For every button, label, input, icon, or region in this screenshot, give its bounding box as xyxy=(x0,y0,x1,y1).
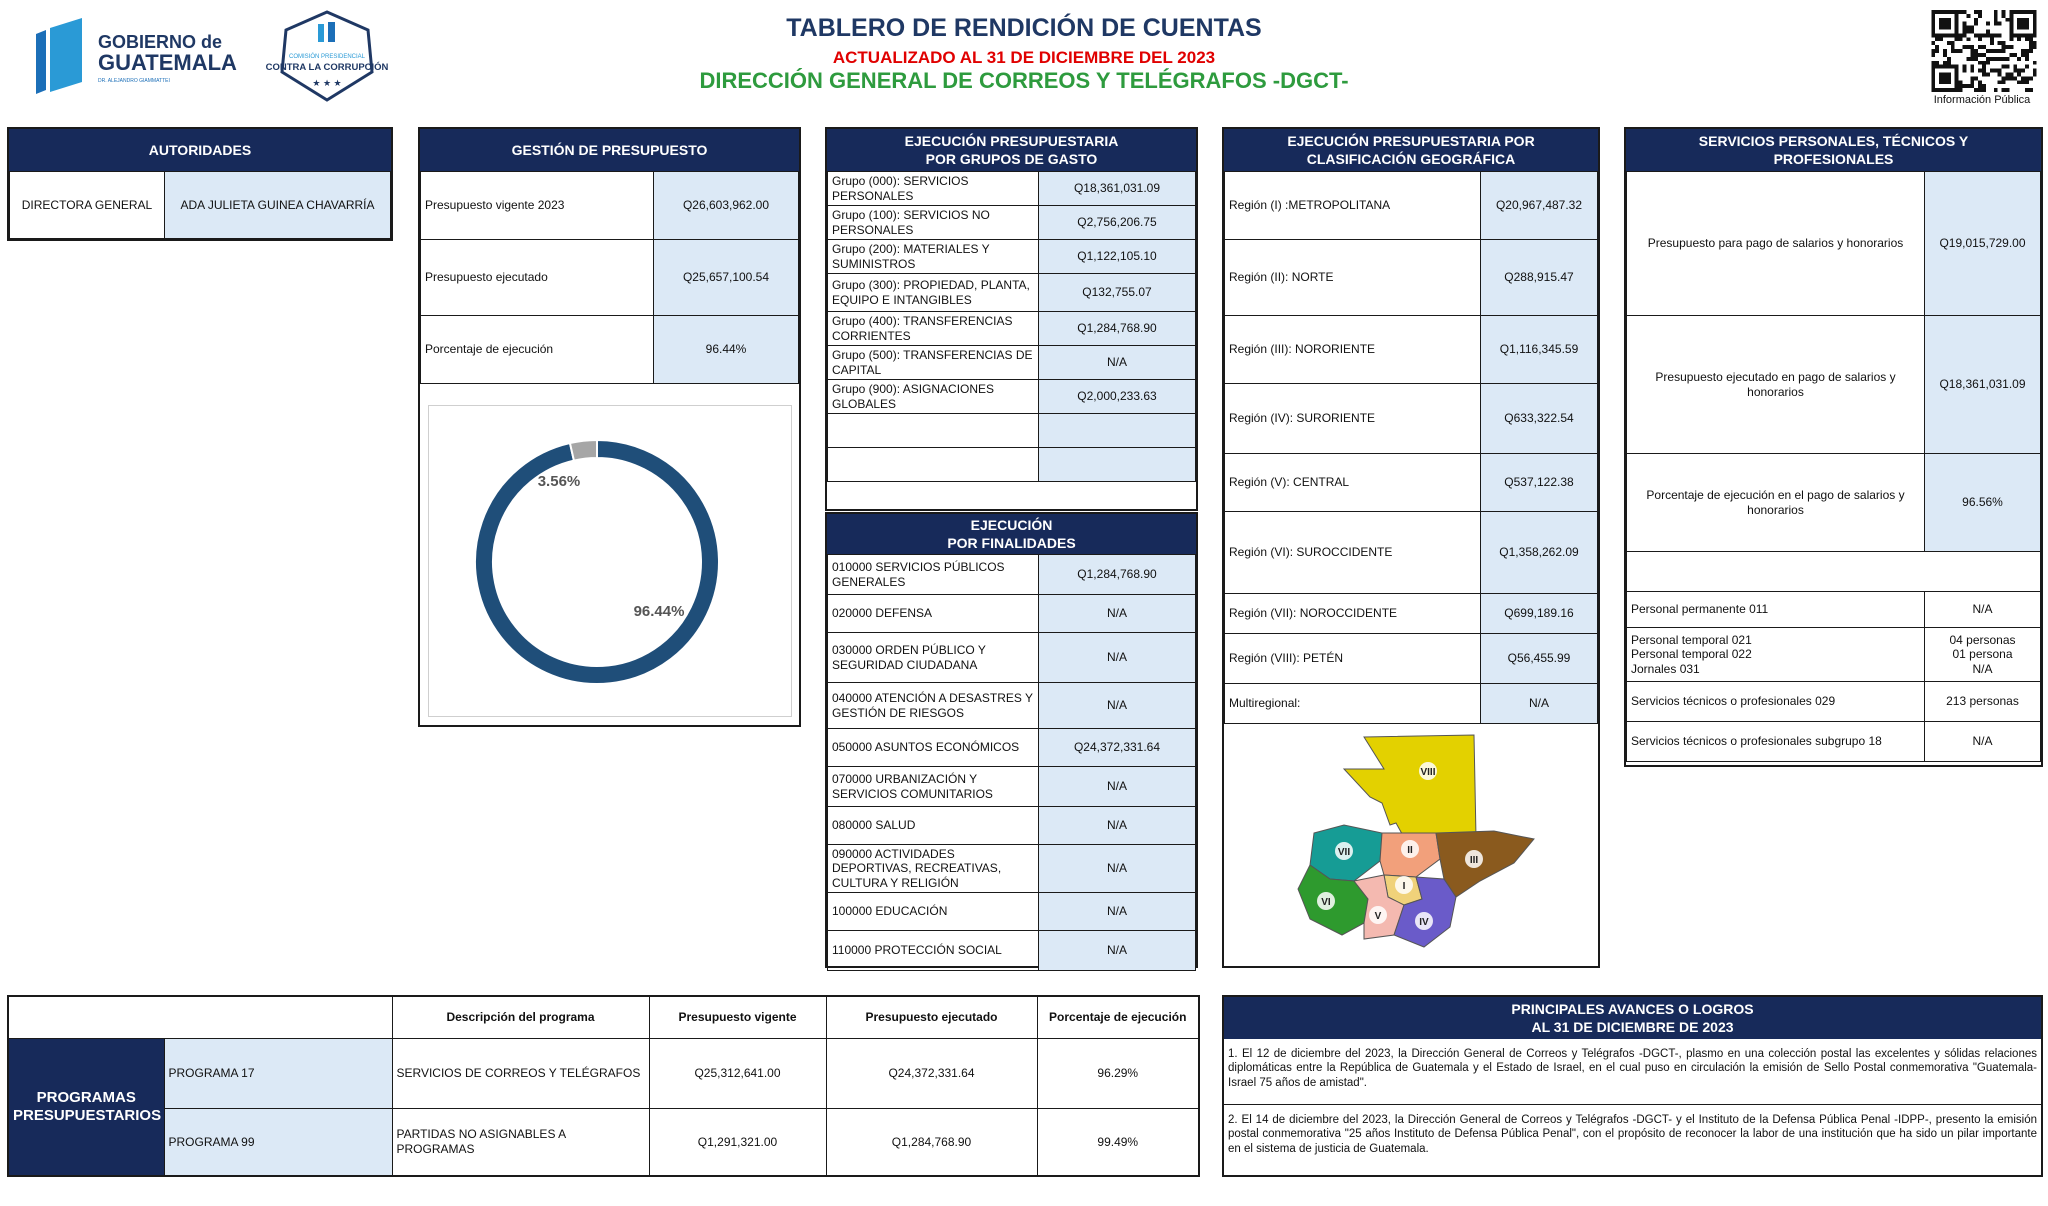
row-value: N/A xyxy=(1039,633,1196,683)
row-value: Q18,361,031.09 xyxy=(1039,172,1196,206)
servicios-header-line1: SERVICIOS PERSONALES, TÉCNICOS Y xyxy=(1698,132,1969,149)
presupuesto-label: Presupuesto ejecutado xyxy=(421,240,654,316)
temporal-value-021: 04 personas xyxy=(1949,632,2016,647)
row-label: Grupo (400): TRANSFERENCIAS CORRIENTES xyxy=(828,312,1039,346)
table-row xyxy=(828,633,1196,683)
autoridad-name: ADA JULIETA GUINEA CHAVARRÍA xyxy=(165,172,391,239)
row-label: Multiregional: xyxy=(1225,684,1481,724)
finalidades-header-line2: POR FINALIDADES xyxy=(947,535,1076,551)
logo-gob-line2: GUATEMALA xyxy=(98,50,237,75)
row-label: 050000 ASUNTOS ECONÓMICOS xyxy=(828,729,1039,767)
map-region-peten xyxy=(1344,735,1476,841)
grupos-gasto-panel xyxy=(825,127,1198,511)
logro-item: 2. El 14 de diciembre del 2023, la Dirección General de Correos y Telégrafos -DGCT- y el Instituto de la Defensa Pública Penal -IDPP-, presento la emisión postal conmemorativa "25 años Instituto de Defensa Pública Penal", con el propósito de reconocer la labor de una institución que ha sido un pilar importante en el sistema de justicia de Guatemala. xyxy=(1228,1114,2037,1155)
programa-pct: 99.49% xyxy=(1037,1108,1199,1176)
row-label: 040000 ATENCIÓN A DESASTRES Y GESTIÓN DE RIESGOS xyxy=(828,683,1039,729)
row-value: N/A xyxy=(1039,845,1196,893)
personal-permanente-value: N/A xyxy=(1925,592,2041,628)
donut-slice-1 xyxy=(570,440,597,461)
finalidades-header xyxy=(827,514,1196,554)
autoridades-header: AUTORIDADES xyxy=(9,129,391,171)
column-header-descripcion: Descripción del programa xyxy=(392,996,649,1038)
servicios-header xyxy=(1626,129,2041,171)
row-label: Región (V): CENTRAL xyxy=(1225,454,1481,512)
table-row xyxy=(828,555,1196,595)
map-region-label: VIII xyxy=(1420,767,1436,778)
qr-label: Información Pública xyxy=(1933,94,2031,106)
row-value: Q20,967,487.32 xyxy=(1481,172,1598,240)
row-label: 030000 ORDEN PÚBLICO Y SEGURIDAD CIUDADANA xyxy=(828,633,1039,683)
finalidades-table xyxy=(827,554,1196,971)
logo-gob-line3: DR. ALEJANDRO GIAMMATTEI xyxy=(98,78,170,84)
servicios-panel xyxy=(1624,127,2043,767)
programa-desc: SERVICIOS DE CORREOS Y TELÉGRAFOS xyxy=(392,1038,649,1108)
map-region-label: II xyxy=(1407,845,1413,856)
servicios-subgrupo-label: Servicios técnicos o profesionales subgrupo 18 xyxy=(1627,722,1925,762)
row-value: Q1,358,262.09 xyxy=(1481,512,1598,594)
map-region-label: VII xyxy=(1337,847,1351,858)
row-label: Grupo (200): MATERIALES Y SUMINISTROS xyxy=(828,240,1039,274)
table-row xyxy=(828,312,1196,346)
row-label: Grupo (300): PROPIEDAD, PLANTA, EQUIPO E INTANGIBLES xyxy=(828,274,1039,312)
table-row xyxy=(1225,634,1598,684)
programa-vigente: Q1,291,321.00 xyxy=(649,1108,826,1176)
geografica-header xyxy=(1224,129,1598,171)
table-row xyxy=(828,807,1196,845)
logros-header-line1: PRINCIPALES AVANCES O LOGROS xyxy=(1511,1000,1754,1017)
programa-vigente: Q25,312,641.00 xyxy=(649,1038,826,1108)
guatemala-regions-map xyxy=(1284,729,1544,959)
presupuesto-value: Q25,657,100.54 xyxy=(654,240,799,316)
map-region-label: III xyxy=(1469,855,1479,866)
svg-text:★ ★ ★: ★ ★ ★ xyxy=(312,78,342,88)
geografica-header-line1: EJECUCIÓN PRESUPUESTARIA POR xyxy=(1287,132,1535,149)
row-label: 010000 SERVICIOS PÚBLICOS GENERALES xyxy=(828,555,1039,595)
servicios-spacer xyxy=(1627,552,2041,592)
map-region-label: VI xyxy=(1321,897,1331,908)
table-row xyxy=(1225,172,1598,240)
column-header-vigente: Presupuesto vigente xyxy=(649,996,826,1038)
programas-panel xyxy=(7,995,1198,1177)
geografica-table xyxy=(1224,171,1598,724)
table-row xyxy=(828,845,1196,893)
row-value: Q537,122.38 xyxy=(1481,454,1598,512)
seal-line1: COMISIÓN PRESIDENCIAL xyxy=(288,54,366,60)
presupuesto-label: Presupuesto vigente 2023 xyxy=(421,172,654,240)
row-value: N/A xyxy=(1039,931,1196,971)
donut-label-1: 3.56% xyxy=(537,473,581,490)
table-row xyxy=(1225,316,1598,384)
row-value: Q1,284,768.90 xyxy=(1039,555,1196,595)
row-value: Q2,756,206.75 xyxy=(1039,206,1196,240)
table-row xyxy=(1225,384,1598,454)
row-label: Región (VII): NOROCCIDENTE xyxy=(1225,594,1481,634)
row-value: N/A xyxy=(1481,684,1598,724)
servicios-header-line2: PROFESIONALES xyxy=(1773,151,1894,167)
grupos-gasto-table xyxy=(827,171,1196,482)
servicios-label: Porcentaje de ejecución en el pago de salarios y honorarios xyxy=(1627,454,1925,552)
table-row xyxy=(828,931,1196,971)
jornales-value-031: N/A xyxy=(1972,661,1993,676)
grupos-gasto-header xyxy=(827,129,1196,171)
update-date: ACTUALIZADO AL 31 DE DICIEMBRE DEL 2023 xyxy=(832,48,1216,67)
temporal-label-022: Personal temporal 022 xyxy=(1631,647,1752,662)
logros-panel xyxy=(1222,995,2043,1177)
presupuesto-value: 96.44% xyxy=(654,316,799,384)
table-row xyxy=(828,206,1196,240)
map-region-label: V xyxy=(1374,911,1382,922)
table-row xyxy=(828,729,1196,767)
table-row xyxy=(1225,512,1598,594)
page-title: TABLERO DE RENDICIÓN DE CUENTAS xyxy=(786,14,1262,42)
servicios-value: Q18,361,031.09 xyxy=(1925,316,2041,454)
personal-permanente-label: Personal permanente 011 xyxy=(1627,592,1925,628)
donut-label-0: 96.44% xyxy=(633,603,685,620)
table-row xyxy=(1225,240,1598,316)
grupos-gasto-header-line2: POR GRUPOS DE GASTO xyxy=(925,151,1098,167)
row-value: N/A xyxy=(1039,346,1196,380)
row-value: Q2,000,233.63 xyxy=(1039,380,1196,414)
seal-line2: CONTRA LA CORRUPCIÓN xyxy=(265,62,389,73)
geografica-header-line2: CLASIFICACIÓN GEOGRÁFICA xyxy=(1306,151,1516,167)
row-label: Región (II): NORTE xyxy=(1225,240,1481,316)
row-label xyxy=(828,414,1039,448)
servicios-label: Presupuesto para pago de salarios y honorarios xyxy=(1627,172,1925,316)
row-label: Región (I) :METROPOLITANA xyxy=(1225,172,1481,240)
programas-empty-corner xyxy=(164,996,392,1038)
table-row xyxy=(828,380,1196,414)
row-label: 100000 EDUCACIÓN xyxy=(828,893,1039,931)
table-row xyxy=(828,448,1196,482)
row-value: N/A xyxy=(1039,893,1196,931)
autoridades-panel xyxy=(7,127,393,241)
logros-header-line2: AL 31 DE DICIEMBRE DE 2023 xyxy=(1531,1019,1734,1035)
table-row xyxy=(828,240,1196,274)
personal-temporal-values xyxy=(1925,628,2041,682)
row-label: Región (VIII): PETÉN xyxy=(1225,634,1481,684)
row-value: Q1,122,105.10 xyxy=(1039,240,1196,274)
table-row xyxy=(828,346,1196,380)
row-value: N/A xyxy=(1039,807,1196,845)
table-row xyxy=(1225,454,1598,512)
servicios-subgrupo-value: N/A xyxy=(1925,722,2041,762)
row-label xyxy=(828,448,1039,482)
logro-item: 1. El 12 de diciembre del 2023, la Dirección General de Correos y Telégrafos -DGCT-, plasmo en una colección postal las excelentes y sólidas relaciones diplomáticas entre la República de Guatemala y el Estado de Israel, en el cual puso en circulación la emisión de Sello Postal conmemorativa "Guatemala-Israel 75 años de amistad". xyxy=(1224,1039,2041,1105)
row-label: 020000 DEFENSA xyxy=(828,595,1039,633)
row-value: Q699,189.16 xyxy=(1481,594,1598,634)
map-region-label: I xyxy=(1402,881,1406,892)
presupuesto-header: GESTIÓN DE PRESUPUESTO xyxy=(420,129,799,171)
programas-side-label: PROGRAMAS PRESUPUESTARIOS xyxy=(8,1038,164,1176)
donut-slice-0 xyxy=(475,440,719,684)
row-label: Grupo (000): SERVICIOS PERSONALES xyxy=(828,172,1039,206)
programa-pct: 96.29% xyxy=(1037,1038,1199,1108)
presupuesto-label: Porcentaje de ejecución xyxy=(421,316,654,384)
servicios-value: 96.56% xyxy=(1925,454,2041,552)
logo-gob-line1: GOBIERNO de xyxy=(98,32,223,52)
column-header-ejecutado: Presupuesto ejecutado xyxy=(826,996,1037,1038)
row-value: Q132,755.07 xyxy=(1039,274,1196,312)
row-value: Q288,915.47 xyxy=(1481,240,1598,316)
row-label: Grupo (900): ASIGNACIONES GLOBALES xyxy=(828,380,1039,414)
row-value: Q24,372,331.64 xyxy=(1039,729,1196,767)
row-label: Región (IV): SURORIENTE xyxy=(1225,384,1481,454)
row-label: 090000 ACTIVIDADES DEPORTIVAS, RECREATIVAS, CULTURA Y RELIGIÓN xyxy=(828,845,1039,893)
row-value xyxy=(1039,448,1196,482)
row-label: 070000 URBANIZACIÓN Y SERVICIOS COMUNITARIOS xyxy=(828,767,1039,807)
presupuesto-panel xyxy=(418,127,801,727)
row-label: 110000 PROTECCIÓN SOCIAL xyxy=(828,931,1039,971)
row-label: Región (III): NORORIENTE xyxy=(1225,316,1481,384)
row-value: Q1,116,345.59 xyxy=(1481,316,1598,384)
programa-name: PROGRAMA 17 xyxy=(164,1038,392,1108)
row-value: Q56,455.99 xyxy=(1481,634,1598,684)
programa-ejecutado: Q1,284,768.90 xyxy=(826,1108,1037,1176)
directorate-name: DIRECCIÓN GENERAL DE CORREOS Y TELÉGRAFOS -DGCT- xyxy=(699,68,1349,93)
qr-code-icon[interactable] xyxy=(1930,10,2038,92)
programa-desc: PARTIDAS NO ASIGNABLES A PROGRAMAS xyxy=(392,1108,649,1176)
servicios-tecnicos-value: 213 personas xyxy=(1925,682,2041,722)
execution-donut-chart xyxy=(429,406,793,718)
table-row xyxy=(828,767,1196,807)
table-row xyxy=(828,683,1196,729)
row-value: N/A xyxy=(1039,767,1196,807)
finalidades-header-line1: EJECUCIÓN xyxy=(970,516,1053,533)
programas-empty-corner xyxy=(8,996,164,1038)
row-label: Región (VI): SUROCCIDENTE xyxy=(1225,512,1481,594)
programa-name: PROGRAMA 99 xyxy=(164,1108,392,1176)
row-value: N/A xyxy=(1039,595,1196,633)
row-label: Grupo (100): SERVICIOS NO PERSONALES xyxy=(828,206,1039,240)
servicios-value: Q19,015,729.00 xyxy=(1925,172,2041,316)
column-header-porcentaje: Porcentaje de ejecución xyxy=(1037,996,1199,1038)
table-row xyxy=(828,893,1196,931)
temporal-value-022: 01 persona xyxy=(1952,647,2013,662)
table-row xyxy=(828,595,1196,633)
geografica-panel xyxy=(1222,127,1600,968)
row-value: Q633,322.54 xyxy=(1481,384,1598,454)
row-value xyxy=(1039,414,1196,448)
table-row xyxy=(1225,594,1598,634)
presupuesto-value: Q26,603,962.00 xyxy=(654,172,799,240)
servicios-tecnicos-label: Servicios técnicos o profesionales 029 xyxy=(1627,682,1925,722)
finalidades-panel xyxy=(825,512,1198,968)
servicios-label: Presupuesto ejecutado en pago de salarios y honorarios xyxy=(1627,316,1925,454)
row-value: Q1,284,768.90 xyxy=(1039,312,1196,346)
jornales-label-031: Jornales 031 xyxy=(1631,661,1700,676)
temporal-label-021: Personal temporal 021 xyxy=(1631,632,1752,647)
map-region-label: IV xyxy=(1419,917,1429,928)
row-value: N/A xyxy=(1039,683,1196,729)
personal-temporal-labels xyxy=(1627,628,1925,682)
donut-chart-frame xyxy=(428,405,792,717)
table-row xyxy=(828,414,1196,448)
row-label: 080000 SALUD xyxy=(828,807,1039,845)
map-region-nororiente xyxy=(1436,831,1534,897)
table-row xyxy=(828,274,1196,312)
programa-ejecutado: Q24,372,331.64 xyxy=(826,1038,1037,1108)
logros-header xyxy=(1224,997,2041,1039)
autoridad-role: DIRECTORA GENERAL xyxy=(10,172,165,239)
grupos-gasto-header-line1: EJECUCIÓN PRESUPUESTARIA xyxy=(904,132,1119,149)
table-row xyxy=(1225,684,1598,724)
table-row xyxy=(828,172,1196,206)
row-label: Grupo (500): TRANSFERENCIAS DE CAPITAL xyxy=(828,346,1039,380)
